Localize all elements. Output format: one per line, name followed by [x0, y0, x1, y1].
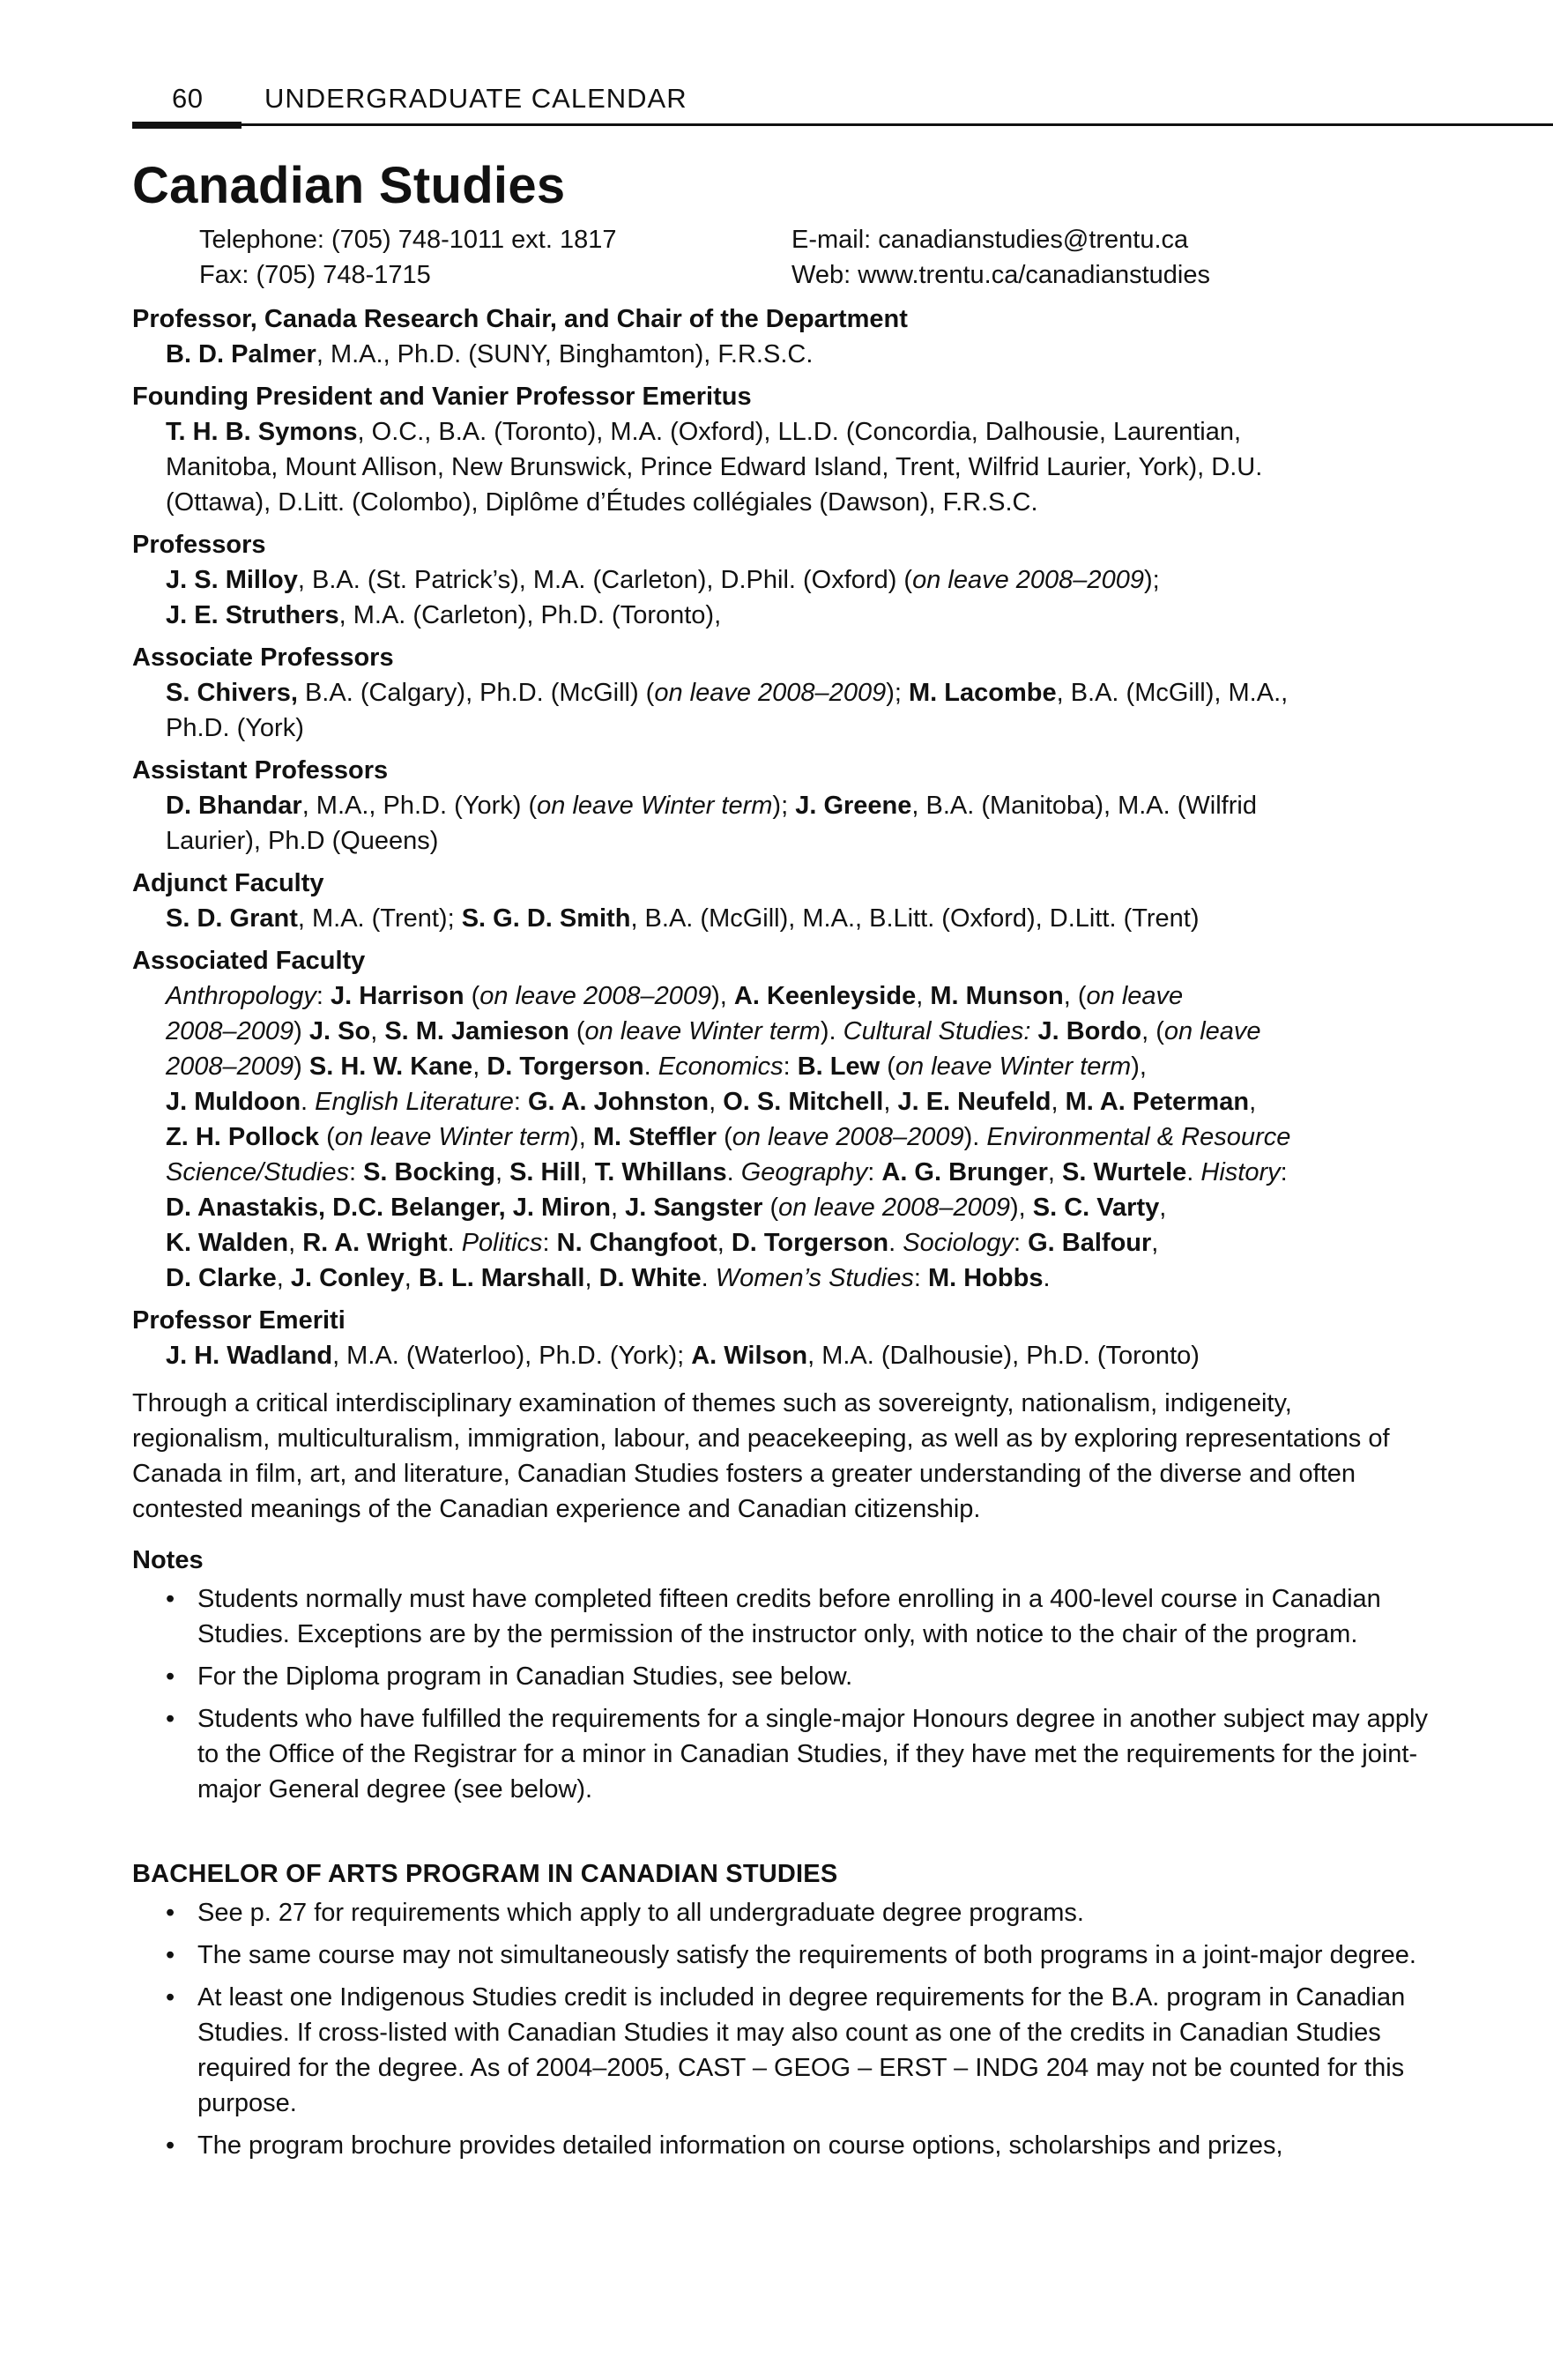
faculty-name: S. D. Grant	[166, 904, 298, 933]
adjunct-entry: S. D. Grant, M.A. (Trent); S. G. D. Smith, B.A. (McGill), M.A., B.Litt. (Oxford), D.Litt. (Trent)	[166, 904, 1200, 933]
faculty-credentials: (Ottawa), D.Litt. (Colombo), Diplôme d’Études collégiales (Dawson), F.R.S.C.	[166, 488, 1038, 517]
list-item: • Students normally must have completed fifteen credits before enrolling in a 400-level course in Canadian Studies. Exceptions are by the permission of the instructor only, with notice to the chair of the program.	[132, 1581, 1428, 1652]
faculty-name: J. H. Wadland	[166, 1342, 333, 1370]
faculty-name: B. D. Palmer	[166, 340, 316, 368]
associated-line: 2008–2009) J. So, S. M. Jamieson (on leave Winter term). Cultural Studies: J. Bordo, (on leave	[166, 1017, 1261, 1045]
department-title: Canadian Studies	[132, 157, 566, 214]
chair-entry	[166, 337, 1428, 372]
assistant-heading: Assistant Professors	[132, 756, 389, 785]
contact-block	[199, 222, 1428, 294]
associated-line: Anthropology: J. Harrison (on leave 2008–2009), A. Keenleyside, M. Munson, (on leave	[166, 982, 1184, 1010]
website-link[interactable]: Web: www.trentu.ca/canadianstudies	[791, 261, 1211, 289]
faculty-credentials: , O.C., B.A. (Toronto), M.A. (Oxford), LL.D. (Concordia, Dalhousie, Laurentian,	[357, 418, 1242, 446]
professors-heading: Professors	[132, 531, 266, 559]
faculty-name: M. Lacombe	[908, 679, 1057, 707]
faculty-name: S. Chivers,	[166, 679, 298, 707]
list-item: • The program brochure provides detailed information on course options, scholarships and prizes,	[132, 2128, 1428, 2163]
associate-entry: S. Chivers, B.A. (Calgary), Ph.D. (McGill) (on leave 2008–2009); M. Lacombe, B.A. (McGill), M.A., Ph.D. (York)	[166, 679, 1289, 742]
faculty-credentials: Manitoba, Mount Allison, New Brunswick, Prince Edward Island, Trent, Wilfrid Laurier, York), D.U.	[166, 453, 1263, 481]
associated-line: D. Anastakis, D.C. Belanger, J. Miron, J. Sangster (on leave 2008–2009), S. C. Varty,	[166, 1194, 1167, 1222]
adjunct-heading: Adjunct Faculty	[132, 869, 324, 897]
leave-note: on leave 2008–2009	[654, 679, 887, 707]
header-rule-thick	[132, 122, 241, 129]
associated-entry	[166, 978, 1428, 1296]
list-item: • For the Diploma program in Canadian Studies, see below.	[132, 1659, 1428, 1694]
associated-line: Z. H. Pollock (on leave Winter term), M. Steffler (on leave 2008–2009). Environmental & Resource	[166, 1123, 1291, 1151]
telephone: Telephone: (705) 748-1011 ext. 1817	[199, 226, 617, 254]
founding-heading: Founding President and Vanier Professor Emeritus	[132, 383, 752, 411]
program-description: Through a critical interdisciplinary examination of themes such as sovereignty, nationalism, indigeneity, regionalism, multiculturalism, immigration, labour, and peacekeeping, as well as by exploring representations of Canada in film, art, and literature, Canadian Studies fosters a greater understanding of the diverse and often contested meanings of the Canadian experience and Canadian citizenship.	[132, 1389, 1390, 1523]
founding-entry	[166, 414, 1428, 520]
faculty-name: J. E. Struthers	[166, 601, 339, 629]
associated-line: 2008–2009) S. H. W. Kane, D. Torgerson. Economics: B. Lew (on leave Winter term),	[166, 1052, 1147, 1081]
faculty-name: A. Wilson	[691, 1342, 808, 1370]
faculty-credentials: , M.A., Ph.D. (SUNY, Binghamton), F.R.S.C.	[316, 340, 814, 368]
leave-note: on leave Winter term	[537, 792, 773, 820]
associated-heading: Associated Faculty	[132, 947, 366, 975]
bullet-icon: •	[166, 1899, 175, 1927]
ba-program-list	[132, 1895, 1428, 2163]
chair-heading: Professor, Canada Research Chair, and Chair of the Department	[132, 305, 908, 333]
professors-entry: J. S. Milloy, B.A. (St. Patrick’s), M.A. (Carleton), D.Phil. (Oxford) (on leave 2008–2009); J. E. Struthers, M.A. (Carleton), Ph.D. (Toronto),	[166, 566, 1160, 629]
associated-line: K. Walden, R. A. Wright. Politics: N. Changfoot, D. Torgerson. Sociology: G. Balfour,	[166, 1229, 1159, 1257]
notes-list	[132, 1581, 1428, 1807]
page-content	[132, 155, 1428, 2170]
bullet-icon: •	[166, 1983, 175, 2012]
bullet-icon: •	[166, 1585, 175, 1613]
faculty-name: J. Greene	[795, 792, 912, 820]
leave-note: on leave 2008–2009	[912, 566, 1144, 594]
list-item: • See p. 27 for requirements which apply to all undergraduate degree programs.	[132, 1895, 1428, 1930]
emeriti-heading: Professor Emeriti	[132, 1306, 346, 1335]
email[interactable]: E-mail: canadianstudies@trentu.ca	[791, 226, 1189, 254]
bullet-icon: •	[166, 1941, 175, 1969]
associated-line: Science/Studies: S. Bocking, S. Hill, T. Whillans. Geography: A. G. Brunger, S. Wurtele. History:	[166, 1158, 1288, 1186]
notes-heading: Notes	[132, 1546, 204, 1574]
faculty-name: T. H. B. Symons	[166, 418, 358, 446]
faculty-name: D. Bhandar	[166, 792, 302, 820]
emeriti-entry: J. H. Wadland, M.A. (Waterloo), Ph.D. (York); A. Wilson, M.A. (Dalhousie), Ph.D. (Toronto)	[166, 1342, 1200, 1370]
faculty-name: J. S. Milloy	[166, 566, 298, 594]
header-rule	[241, 123, 1553, 126]
fax: Fax: (705) 748-1715	[199, 261, 431, 289]
bullet-icon: •	[166, 1662, 175, 1691]
associated-line: J. Muldoon. English Literature: G. A. Johnston, O. S. Mitchell, J. E. Neufeld, M. A. Peterman,	[166, 1088, 1257, 1116]
bullet-icon: •	[166, 1705, 175, 1733]
ba-program-heading: BACHELOR OF ARTS PROGRAM IN CANADIAN STUDIES	[132, 1860, 838, 1888]
page-number: 60	[172, 83, 204, 114]
bullet-icon: •	[166, 2131, 175, 2160]
running-header	[132, 81, 1419, 125]
list-item: • The same course may not simultaneously satisfy the requirements of both programs in a joint-major degree.	[132, 1937, 1428, 1973]
associate-heading: Associate Professors	[132, 643, 394, 672]
faculty-name: S. G. D. Smith	[461, 904, 631, 933]
list-item: • At least one Indigenous Studies credit is included in degree requirements for the B.A. program in Canadian Studies. If cross-listed with Canadian Studies it may also count as one of the credits in Canadian Studies required for the degree. As of 2004–2005, CAST – GEOG – ERST – INDG 204 may not be counted for this purpose.	[132, 1980, 1428, 2121]
list-item: • Students who have fulfilled the requirements for a single-major Honours degree in another subject may apply to the Office of the Registrar for a minor in Canadian Studies, if they have met the requirements for the joint-major General degree (see below).	[132, 1701, 1428, 1807]
associated-line: D. Clarke, J. Conley, B. L. Marshall, D. White. Women’s Studies: M. Hobbs.	[166, 1264, 1051, 1292]
running-header-title: UNDERGRADUATE CALENDAR	[264, 83, 687, 114]
assistant-entry: D. Bhandar, M.A., Ph.D. (York) (on leave Winter term); J. Greene, B.A. (Manitoba), M.A. (Wilfrid Laurier), Ph.D (Queens)	[166, 792, 1257, 855]
